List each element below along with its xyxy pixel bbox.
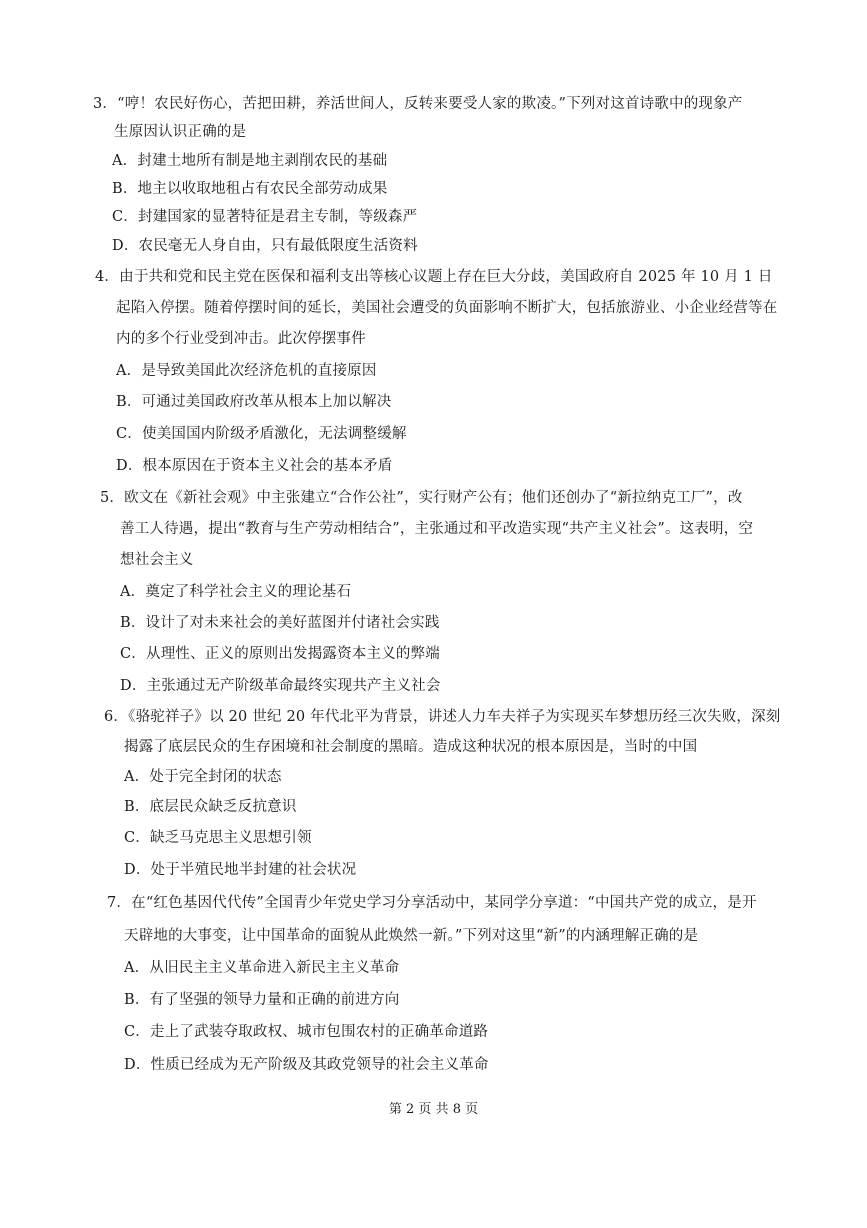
option-d: D．根本原因在于资本主义社会的基本矛盾 bbox=[116, 458, 393, 474]
option-d: D．农民毫无人身自由，只有最低限度生活资料 bbox=[112, 238, 418, 254]
option-c: C．使美国国内阶级矛盾激化，无法调整缓解 bbox=[116, 426, 407, 442]
option-b: B．设计了对未来社会的美好蓝图并付诸社会实践 bbox=[120, 615, 440, 631]
option-c: C．封建国家的显著特征是君主专制，等级森严 bbox=[112, 209, 418, 225]
option-a: A．封建土地所有制是地主剥削农民的基础 bbox=[112, 153, 388, 169]
question-stem-line: 天辟地的大事变，让中国革命的面貌从此焕然一新。”下列对这里“新”的内涵理解正确的是 bbox=[124, 928, 699, 944]
question-stem-line: 想社会主义 bbox=[120, 552, 194, 568]
option-c: C．从理性、正义的原则出发揭露资本主义的弊端 bbox=[120, 646, 440, 662]
question-stem-line: 善工人待遇，提出“教育与生产劳动相结合”，主张通过和平改造实现“共产主义社会”。这表明，空 bbox=[120, 521, 754, 537]
option-b: B．底层民众缺乏反抗意识 bbox=[124, 799, 297, 815]
option-a: A．从旧民主主义革命进入新民主主义革命 bbox=[124, 960, 400, 976]
option-a: A．处于完全封闭的状态 bbox=[124, 769, 282, 785]
option-a: A．是导致美国此次经济危机的直接原因 bbox=[116, 363, 377, 379]
question-stem-line: 4．由于共和党和民主党在医保和福利支出等核心议题上存在巨大分歧，美国政府自 2025 年 10 月 1 日 bbox=[95, 269, 773, 285]
question-stem-line: 生原因认识正确的是 bbox=[114, 124, 247, 140]
question-stem-line: 6．《骆驼祥子》以 20 世纪 20 年代北平为背景，讲述人力车夫祥子为实现买车梦想历经三次失败，深刻 bbox=[104, 709, 781, 725]
option-c: C．走上了武装夺取政权、城市包围农村的正确革命道路 bbox=[124, 1024, 489, 1040]
option-d: D．性质已经成为无产阶级及其政党领导的社会主义革命 bbox=[124, 1057, 489, 1073]
question-stem-line: 揭露了底层民众的生存困境和社会制度的黑暗。造成这种状况的根本原因是，当时的中国 bbox=[124, 739, 698, 755]
option-d: D．主张通过无产阶级革命最终实现共产主义社会 bbox=[120, 678, 441, 694]
option-b: B．可通过美国政府改革从根本上加以解决 bbox=[116, 394, 392, 410]
question-stem-line: 3．“哼！农民好伤心，苦把田耕，养活世间人，反转来要受人家的欺凌。”下列对这首诗歌中的现象产 bbox=[93, 96, 743, 112]
question-stem-line: 7．在“红色基因代代传”全国青少年党史学习分享活动中，某同学分享道：“中国共产党的成立，是开 bbox=[107, 895, 757, 911]
option-b: B．地主以收取地租占有农民全部劳动成果 bbox=[112, 181, 388, 197]
option-b: B．有了坚强的领导力量和正确的前进方向 bbox=[124, 992, 400, 1008]
option-c: C．缺乏马克思主义思想引领 bbox=[124, 830, 312, 846]
question-stem-line: 5．欧文在《新社会观》中主张建立“合作公社”，实行财产公有；他们还创办了“新拉纳克工厂”，改 bbox=[100, 490, 743, 506]
question-stem-line: 起陷入停摆。随着停摆时间的延长，美国社会遭受的负面影响不断扩大，包括旅游业、小企业经营等在 bbox=[116, 300, 778, 316]
option-a: A．奠定了科学社会主义的理论基石 bbox=[120, 584, 352, 600]
page-number-footer: 第 2 页 共 8 页 bbox=[388, 1102, 479, 1117]
question-stem-line: 内的多个行业受到冲击。此次停摆事件 bbox=[116, 331, 366, 347]
option-d: D．处于半殖民地半封建的社会状况 bbox=[124, 862, 357, 878]
